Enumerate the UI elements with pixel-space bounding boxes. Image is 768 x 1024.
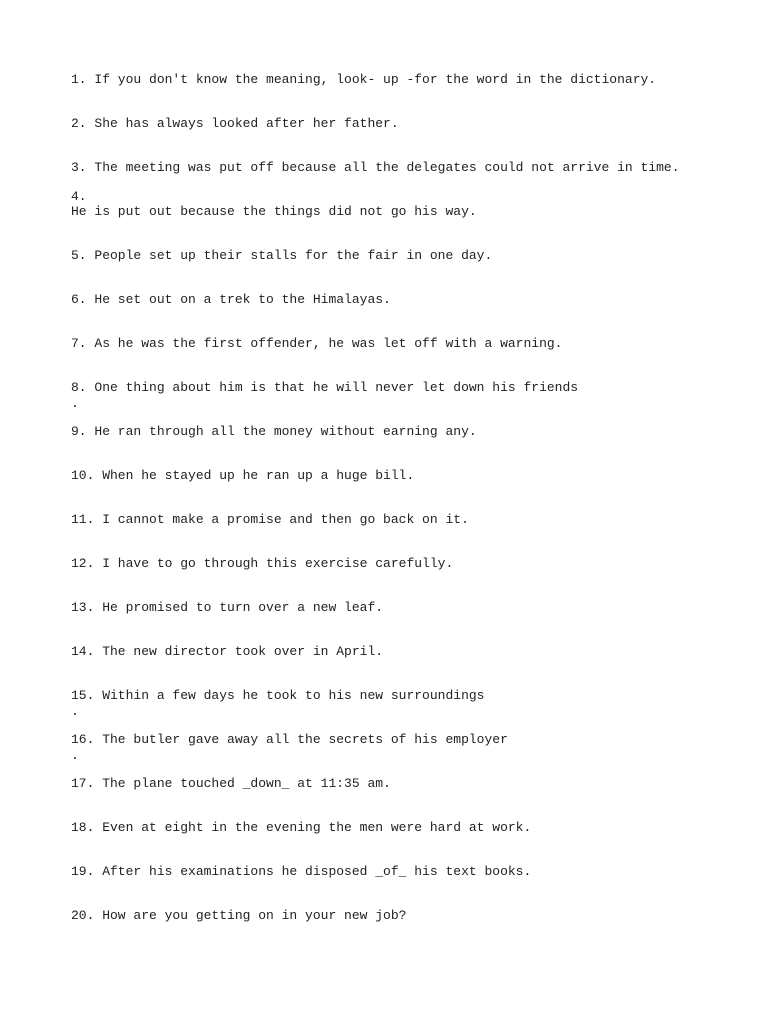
sentence-2: 2. She has always looked after her father.	[71, 116, 399, 131]
sentence-19: 19. After his examinations he disposed _of_ his text books.	[71, 864, 532, 879]
sentence-20: 20. How are you getting on in your new job?	[71, 908, 407, 923]
sentence-5: 5. People set up their stalls for the fair in one day.	[71, 248, 493, 263]
sentence-11: 11. I cannot make a promise and then go back on it.	[71, 512, 469, 527]
sentence-4-number: 4.	[71, 189, 87, 204]
sentence-16: 16. The butler gave away all the secrets of his employer	[71, 732, 508, 747]
sentence-6: 6. He set out on a trek to the Himalayas.	[71, 292, 391, 307]
sentence-17: 17. The plane touched _down_ at 11:35 am.	[71, 776, 391, 791]
sentence-12: 12. I have to go through this exercise carefully.	[71, 556, 454, 571]
sentence-16-period: .	[71, 748, 79, 763]
sentence-10: 10. When he stayed up he ran up a huge bill.	[71, 468, 415, 483]
sentence-7: 7. As he was the first offender, he was let off with a warning.	[71, 336, 563, 351]
sentence-8-period: .	[71, 396, 79, 411]
sentence-15: 15. Within a few days he took to his new surroundings	[71, 688, 485, 703]
sentence-14: 14. The new director took over in April.	[71, 644, 384, 659]
sentence-18: 18. Even at eight in the evening the men were hard at work.	[71, 820, 532, 835]
sentence-4: He is put out because the things did not go his way.	[71, 204, 477, 219]
sentence-13: 13. He promised to turn over a new leaf.	[71, 600, 384, 615]
sentence-8: 8. One thing about him is that he will never let down his friends	[71, 380, 579, 395]
sentence-15-period: .	[71, 704, 79, 719]
sentence-1: 1. If you don't know the meaning, look- up -for the word in the dictionary.	[71, 72, 657, 87]
sentence-3: 3. The meeting was put off because all the delegates could not arrive in time.	[71, 160, 680, 175]
sentence-9: 9. He ran through all the money without earning any.	[71, 424, 477, 439]
